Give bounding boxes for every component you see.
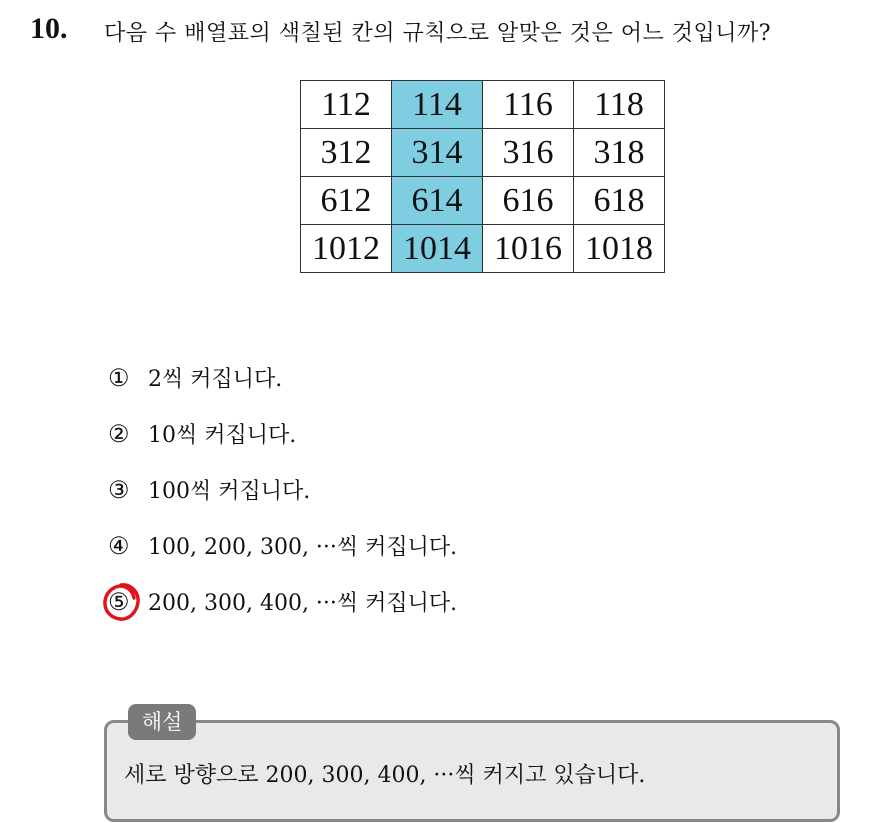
choice-mark: ⑤: [108, 588, 130, 616]
table-cell-shaded: 114: [392, 81, 483, 129]
table-cell-shaded: 314: [392, 129, 483, 177]
table-row: [301, 177, 665, 225]
choice-text: 100씩 커집니다.: [148, 479, 311, 504]
table-cell-shaded: 614: [392, 177, 483, 225]
table-cell: 116: [483, 81, 574, 129]
choice-3[interactable]: [108, 470, 310, 510]
table-row: [301, 225, 665, 273]
table-cell: 112: [301, 81, 392, 129]
choice-mark: ④: [108, 532, 130, 560]
answer-circle-icon: [100, 581, 142, 623]
choice-4[interactable]: [108, 526, 457, 566]
question-number: 10.: [30, 12, 68, 45]
table-cell: 1016: [483, 225, 574, 273]
explanation-text: 세로 방향으로 200, 300, 400, ···씩 커지고 있습니다.: [124, 763, 646, 788]
table-cell: 312: [301, 129, 392, 177]
choice-text: 100, 200, 300, ···씩 커집니다.: [148, 535, 458, 560]
choice-text: 200, 300, 400, ···씩 커집니다.: [148, 591, 458, 616]
choice-text: 10씩 커집니다.: [148, 423, 297, 448]
choice-mark: ③: [108, 476, 130, 504]
question-text: 다음 수 배열표의 색칠된 칸의 규칙으로 알맞은 것은 어느 것입니까?: [104, 21, 772, 46]
table-cell: 1018: [574, 225, 665, 273]
table-row: [301, 81, 665, 129]
table-cell: 616: [483, 177, 574, 225]
number-table: [300, 80, 665, 273]
table-cell: 1012: [301, 225, 392, 273]
table-cell: 318: [574, 129, 665, 177]
table-cell: 618: [574, 177, 665, 225]
choice-1[interactable]: [108, 358, 282, 398]
table-cell: 316: [483, 129, 574, 177]
table-cell: 118: [574, 81, 665, 129]
choice-5[interactable]: [108, 582, 457, 622]
table-row: [301, 129, 665, 177]
choice-mark: ②: [108, 420, 130, 448]
explanation-label: 해설: [128, 704, 196, 740]
choice-text: 2씩 커집니다.: [148, 367, 283, 392]
table-cell-shaded: 1014: [392, 225, 483, 273]
choice-2[interactable]: [108, 414, 296, 454]
choice-mark: ①: [108, 364, 130, 392]
table-cell: 612: [301, 177, 392, 225]
